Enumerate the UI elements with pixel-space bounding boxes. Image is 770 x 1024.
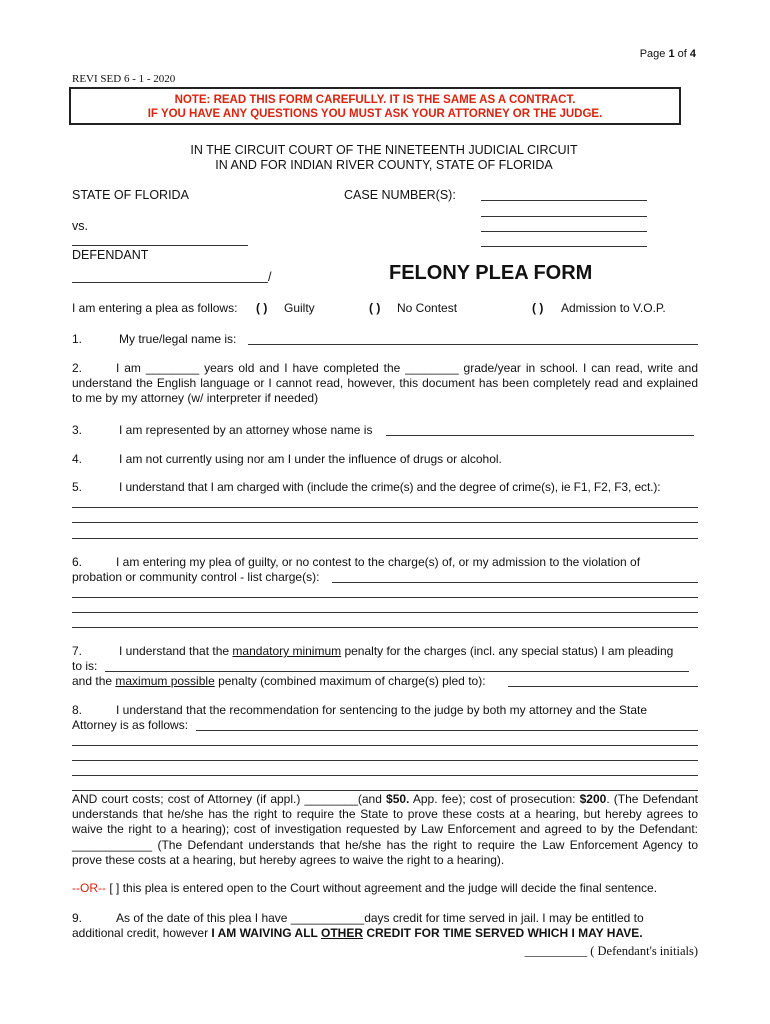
item-6-text: 6. I am entering my plea of guilty, or no contest to the charge(s) of, or my admission to the violation of bbox=[72, 555, 641, 569]
guilty-label: Guilty bbox=[284, 301, 315, 315]
case-number-field-1[interactable] bbox=[481, 200, 647, 201]
legal-name-field[interactable] bbox=[248, 344, 698, 345]
costs-paragraph: AND court costs; cost of Attorney (if appl.) ________(and $50. App. fee); cost of prosecution: $200. (The Defendant understands that he/she has the right to require the State to prove these costs at a hearing, but hereby agrees to waive the right to a hearing); cost of investigation requested by Law Enforcement and agreed to by the Defendant: ____________ (The Defendant understands that he/she has the right to require the Law Enforcement Agency to prove these costs at a hearing, but hereby agrees to waive the right to a hearing). bbox=[72, 792, 698, 867]
item-9-text: 9. As of the date of this plea I have ___________days credit for time served in jail. I may be entitled to bbox=[72, 911, 644, 925]
case-number-field-2[interactable] bbox=[481, 216, 647, 217]
item-8-text: 8. I understand that the recommendation for sentencing to the judge by both my attorney and the State bbox=[72, 703, 648, 717]
item-1-text: My true/legal name is: bbox=[119, 332, 237, 346]
item-5-number: 5. bbox=[72, 480, 83, 494]
defendant-field[interactable] bbox=[72, 245, 248, 246]
recommendation-field[interactable] bbox=[196, 730, 698, 731]
case-number-field-3[interactable] bbox=[481, 231, 647, 232]
charges-line-1[interactable] bbox=[72, 507, 698, 508]
notice-line-1: NOTE: READ THIS FORM CAREFULLY. IT IS THE SAME AS A CONTRACT. bbox=[174, 94, 576, 106]
plea-charges-line-2[interactable] bbox=[72, 612, 698, 613]
no-contest-label: No Contest bbox=[397, 301, 458, 315]
vs-label: vs. bbox=[72, 219, 88, 233]
item-3-text: I am represented by an attorney whose name is bbox=[119, 423, 373, 437]
recommendation-line-4[interactable] bbox=[72, 790, 698, 791]
open-plea-line: --OR-- [ ] this plea is entered open to the Court without agreement and the judge will decide the final sentence. bbox=[72, 881, 658, 895]
plea-charges-field[interactable] bbox=[332, 582, 698, 583]
defendant-label: DEFENDANT bbox=[72, 248, 149, 262]
plea-charges-line-1[interactable] bbox=[72, 597, 698, 598]
recommendation-line-3[interactable] bbox=[72, 775, 698, 776]
case-number-label: CASE NUMBER(S): bbox=[344, 188, 456, 202]
item-4-number: 4. bbox=[72, 452, 83, 466]
item-2-text: 2. I am ________ years old and I have completed the ________ grade/year in school. I can read, write and understand the English language or I cannot read, however, this document has been completely read and explained to me by my attorney (w/ interpreter if needed) bbox=[72, 361, 698, 406]
plea-intro: I am entering a plea as follows: bbox=[72, 301, 238, 315]
charges-line-2[interactable] bbox=[72, 522, 698, 523]
plea-charges-line-3[interactable] bbox=[72, 627, 698, 628]
item-4-text: I am not currently using nor am I under the influence of drugs or alcohol. bbox=[119, 452, 502, 466]
open-plea-checkbox[interactable]: [ ] bbox=[109, 881, 120, 895]
slash: / bbox=[268, 270, 272, 284]
court-line-2: IN AND FOR INDIAN RIVER COUNTY, STATE OF FLORIDA bbox=[215, 158, 553, 172]
item-3-number: 3. bbox=[72, 423, 83, 437]
revised-date: REVI SED 6 - 1 - 2020 bbox=[72, 73, 176, 85]
item-7-text: I understand that the mandatory minimum penalty for the charges (incl. any special status) I am pleading bbox=[119, 644, 674, 658]
recommendation-line-2[interactable] bbox=[72, 760, 698, 761]
item-9-text-2: additional credit, however I AM WAIVING ALL OTHER CREDIT FOR TIME SERVED WHICH I MAY HAVE. bbox=[72, 926, 643, 940]
vop-label: Admission to V.O.P. bbox=[561, 301, 666, 315]
item-1-number: 1. bbox=[72, 332, 83, 346]
page-number: Page 1 of 4 bbox=[639, 48, 696, 60]
item-6-text-2: probation or community control - list charge(s): bbox=[72, 570, 320, 584]
item-7-text-3: and the maximum possible penalty (combined maximum of charge(s) pled to): bbox=[72, 674, 486, 688]
state-label: STATE OF FLORIDA bbox=[72, 188, 189, 202]
guilty-checkbox[interactable]: ( ) bbox=[256, 301, 268, 315]
item-5-text: I understand that I am charged with (include the crime(s) and the degree of crime(s), ie F1, F2, F3, ect.): bbox=[119, 480, 661, 494]
form-title: FELONY PLEA FORM bbox=[389, 262, 593, 284]
item-7-number: 7. bbox=[72, 644, 83, 658]
recommendation-line-1[interactable] bbox=[72, 745, 698, 746]
defendant-initials[interactable]: __________ ( Defendant's initials) bbox=[524, 944, 698, 958]
item-7-text-2: to is: bbox=[72, 659, 98, 673]
mandatory-minimum-field[interactable] bbox=[105, 671, 689, 672]
maximum-penalty-field[interactable] bbox=[508, 686, 698, 687]
no-contest-checkbox[interactable]: ( ) bbox=[369, 301, 381, 315]
notice-line-2: IF YOU HAVE ANY QUESTIONS YOU MUST ASK YOUR ATTORNEY OR THE JUDGE. bbox=[147, 108, 603, 120]
charges-line-3[interactable] bbox=[72, 538, 698, 539]
item-8-text-2: Attorney is as follows: bbox=[72, 718, 189, 732]
defendant-name-field[interactable] bbox=[72, 282, 268, 283]
vop-checkbox[interactable]: ( ) bbox=[532, 301, 544, 315]
case-number-field-4[interactable] bbox=[481, 246, 647, 247]
court-line-1: IN THE CIRCUIT COURT OF THE NINETEENTH JUDICIAL CIRCUIT bbox=[190, 143, 578, 157]
attorney-name-field[interactable] bbox=[386, 435, 694, 436]
